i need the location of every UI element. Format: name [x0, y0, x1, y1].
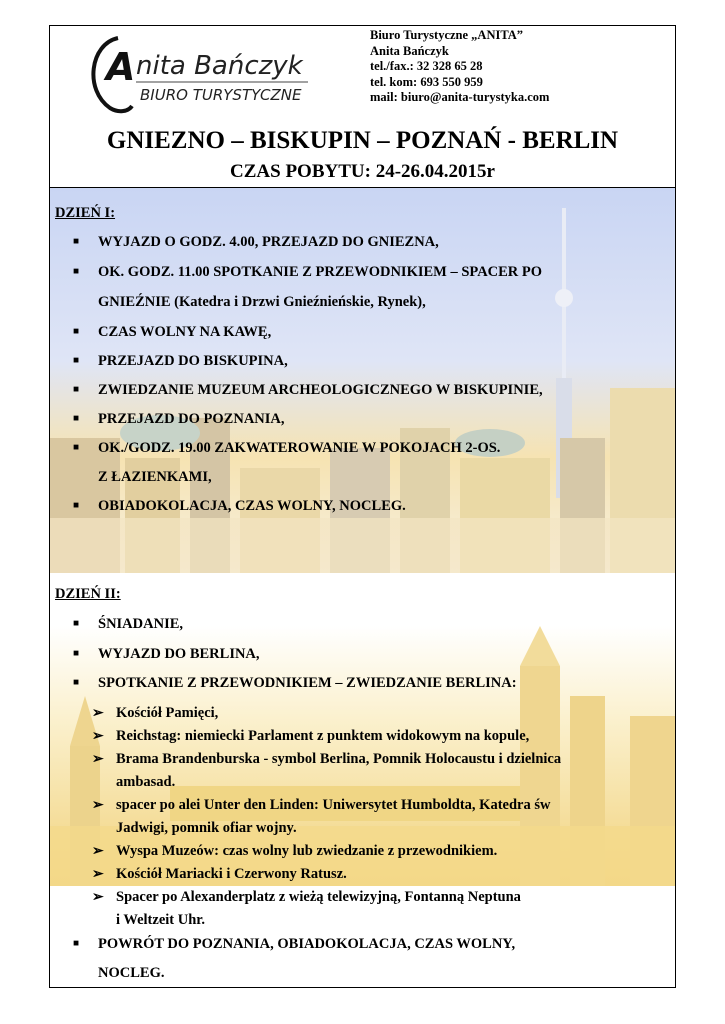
contact-line: mail: biuro@anita-turystyka.com	[370, 90, 550, 104]
contact-line: Anita Bańczyk	[370, 43, 449, 58]
svg-text:A: A	[106, 45, 136, 89]
bullet-icon: ■	[73, 500, 80, 511]
list-item: ■ PRZEJAZD DO POZNANIA,	[98, 405, 668, 433]
arrow-icon: ➢	[92, 729, 104, 744]
list-item: ■ PRZEJAZD DO BISKUPINA,	[98, 347, 668, 375]
sub-item-continued: Jadwigi, pomnik ofiar wojny.	[116, 820, 297, 836]
day1-heading: DZIEŃ I:	[55, 205, 116, 221]
list-item: ■ OK./GODZ. 19.00 ZAKWATEROWANIE W POKOJACH 2-OS.	[98, 434, 668, 462]
list-item-continued: Z ŁAZIENKAMI,	[98, 469, 212, 485]
bullet-icon: ■	[73, 384, 80, 395]
bullet-icon: ■	[73, 236, 80, 247]
stay-dates: CZAS POBYTU: 24-26.04.2015r	[50, 159, 675, 188]
arrow-icon: ➢	[92, 867, 104, 882]
arrow-icon: ➢	[92, 752, 104, 767]
bullet-icon: ■	[73, 677, 80, 688]
sub-item: ➢ spacer po alei Unter den Linden: Uniwersytet Humboldta, Katedra św	[116, 794, 656, 817]
list-item-continued: NOCLEG.	[98, 965, 165, 981]
sub-item-continued: i Weltzeit Uhr.	[116, 912, 206, 928]
list-item: ■ SPOTKANIE Z PRZEWODNIKIEM – ZWIEDZANIE BERLINA:	[98, 669, 668, 697]
sub-item: ➢ Kościół Mariacki i Czerwony Ratusz.	[116, 863, 656, 886]
arrow-icon: ➢	[92, 844, 104, 859]
list-item: ■ WYJAZD DO BERLINA,	[98, 640, 668, 668]
bullet-icon: ■	[73, 648, 80, 659]
list-item: ■ ŚNIADANIE,	[98, 610, 668, 638]
page-frame	[49, 25, 676, 988]
bullet-icon: ■	[73, 326, 80, 337]
list-item: ■ WYJAZD O GODZ. 4.00, PRZEJAZD DO GNIEZNA,	[98, 228, 668, 256]
arrow-icon: ➢	[92, 890, 104, 905]
list-item: ■ OBIADOKOLACJA, CZAS WOLNY, NOCLEG.	[98, 492, 668, 520]
contact-line: tel. kom: 693 550 959	[370, 74, 483, 89]
sub-item: ➢ Wyspa Muzeów: czas wolny lub zwiedzanie z przewodnikiem.	[116, 840, 656, 863]
bullet-icon: ■	[73, 413, 80, 424]
sub-item-continued: ambasad.	[116, 774, 176, 790]
bullet-icon: ■	[73, 938, 80, 949]
page-title: GNIEZNO – BISKUPIN – POZNAŃ - BERLIN	[50, 123, 675, 160]
arrow-icon: ➢	[92, 798, 104, 813]
sub-item: ➢ Kościół Pamięci,	[116, 702, 656, 725]
contact-line: Biuro Turystyczne „ANITA”	[370, 28, 524, 42]
svg-text:BIURO TURYSTYCZNE: BIURO TURYSTYCZNE	[140, 86, 302, 104]
list-item: ■ CZAS WOLNY NA KAWĘ,	[98, 318, 668, 346]
bullet-icon: ■	[73, 355, 80, 366]
sub-item: ➢ Brama Brandenburska - symbol Berlina, Pomnik Holocaustu i dzielnica	[116, 748, 656, 771]
day2-heading: DZIEŃ II:	[55, 586, 121, 602]
list-item-continued: GNIEŹNIE (Katedra i Drzwi Gnieźnieńskie, Rynek),	[98, 294, 426, 310]
contact-line: tel./fax.: 32 328 65 28	[370, 59, 483, 73]
bullet-icon: ■	[73, 266, 80, 277]
sub-item: ➢ Spacer po Alexanderplatz z wieżą telewizyjną, Fontanną Neptuna	[116, 886, 656, 909]
svg-text:nita Bańczyk: nita Bańczyk	[136, 51, 303, 81]
itinerary	[50, 26, 675, 987]
bullet-icon: ■	[73, 618, 80, 629]
sub-item: ➢ Reichstag: niemiecki Parlament z punktem widokowym na kopule,	[116, 725, 656, 748]
list-item: ■ ZWIEDZANIE MUZEUM ARCHEOLOGICZNEGO W BISKUPINIE,	[98, 376, 668, 404]
bullet-icon: ■	[73, 442, 80, 453]
list-item: ■ POWRÓT DO POZNANIA, OBIADOKOLACJA, CZAS WOLNY,	[98, 930, 668, 958]
list-item: ■ OK. GODZ. 11.00 SPOTKANIE Z PRZEWODNIKIEM – SPACER PO	[98, 258, 668, 286]
arrow-icon: ➢	[92, 706, 104, 721]
